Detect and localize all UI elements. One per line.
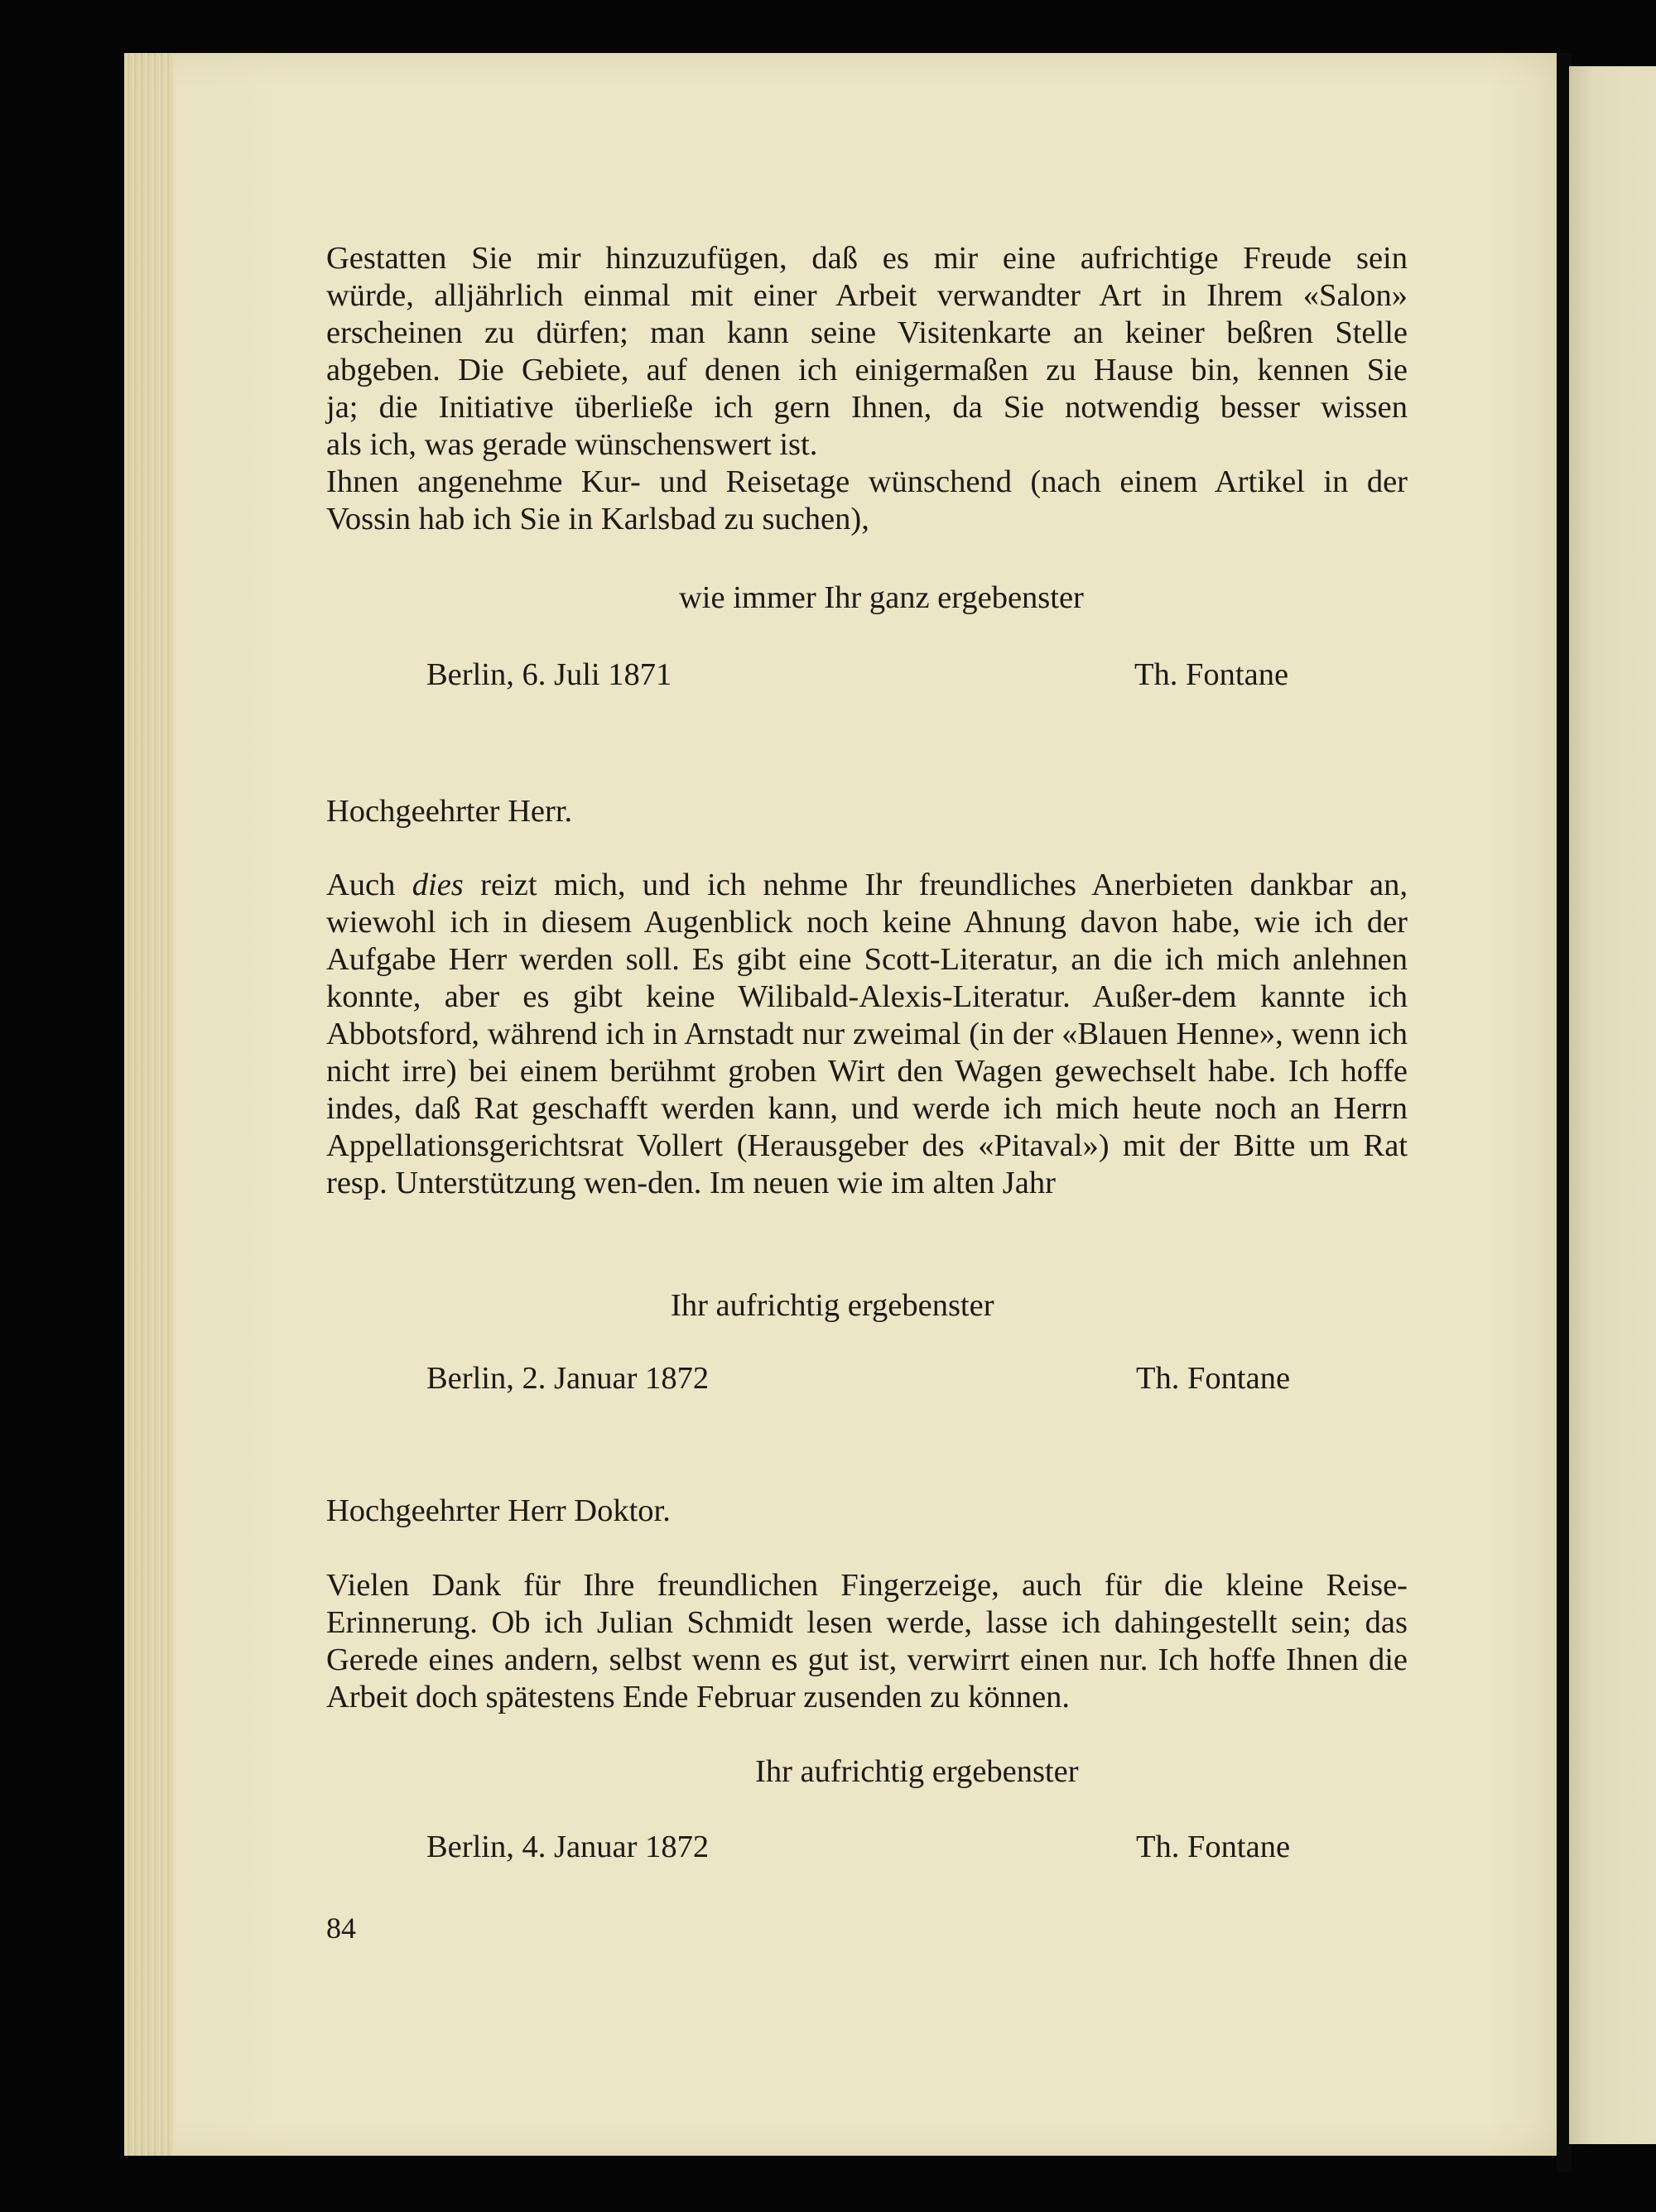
facing-page-edge: [1569, 66, 1656, 2144]
letter-2-text-start: Auch: [326, 868, 412, 902]
letter-2-body: [326, 867, 1408, 1202]
letter-1-line: erscheinen zu dürfen; man kann seine Visitenkarte an keiner beßren Stelle: [326, 315, 1408, 350]
letter-2-paragraph: [326, 867, 1408, 1202]
letter-3-paragraph: Vielen Dank für Ihre freundlichen Fingerzeige, auch für die kleine Reise-Erinnerung. Ob ich Julian Schmidt lesen werde, lasse ich dahingestellt sein; das Gerede eines andern, selbst wenn es gut ist, verwirrt einen nur. Ich hoffe Ihnen die Arbeit doch spätestens Ende Februar zusenden zu können.: [326, 1568, 1408, 1714]
letter-2-place-date: Berlin, 2. Januar 1872: [426, 1361, 710, 1396]
page-edge-stack: [124, 53, 174, 2156]
letter-1-line: würde, alljährlich einmal mit einer Arbeit verwandter Art in Ihrem «Salon»: [326, 278, 1408, 313]
letter-2-salutation: Hochgeehrter Herr.: [326, 794, 573, 829]
letter-1-body: [326, 240, 1408, 538]
letter-1-signature: Th. Fontane: [1134, 657, 1289, 692]
letter-2-emphasis: dies: [412, 868, 464, 902]
letter-1-line: als ich, was gerade wünschenswert ist.: [326, 427, 818, 462]
letter-1-closing: wie immer Ihr ganz ergebenster: [679, 580, 1084, 615]
letter-1-place-date: Berlin, 6. Juli 1871: [426, 657, 672, 692]
letter-1-line: Vossin hab ich Sie in Karlsbad zu suchen),: [326, 502, 869, 536]
letter-3-closing: Ihr aufrichtig ergebenster: [755, 1754, 1079, 1789]
letter-2-text-rest: reizt mich, und ich nehme Ihr freundliches Anerbieten dankbar an, wiewohl ich in diesem Augenblick noch keine Ahnung davon habe, wie ich der Aufgabe Herr werden soll. Es gibt eine Scott-Literatur, an die ich mich anlehnen konnte, aber es gibt keine Wilibald-Alexis-Literatur. Außer-dem kannte ich Abbotsford, während ich in Arnstadt nur zweimal (in der «Blauen Henne», wenn ich nicht irre) bei einem berühmt groben Wirt den Wagen gewechselt habe. Ich hoffe indes, daß Rat geschafft werden kann, und werde ich mich heute noch an Herrn Appellationsgerichtsrat Vollert (Herausgeber des «Pitaval») mit der Bitte um Rat resp. Unterstützung wen-den. Im neuen wie im alten Jahr: [326, 868, 1408, 1200]
letter-3-place-date: Berlin, 4. Januar 1872: [426, 1830, 710, 1864]
letter-3-signature: Th. Fontane: [1136, 1830, 1291, 1864]
letter-3-salutation: Hochgeehrter Herr Doktor.: [326, 1493, 671, 1528]
letter-1-line: Gestatten Sie mir hinzuzufügen, daß es mir eine aufrichtige Freude sein: [326, 241, 1408, 276]
letter-3-body: [326, 1567, 1408, 1716]
letter-1-line: ja; die Initiative überließe ich gern Ihnen, da Sie notwendig besser wissen: [326, 390, 1408, 425]
letter-1-line: abgeben. Die Gebiete, auf denen ich einigermaßen zu Hause bin, kennen Sie: [326, 353, 1408, 387]
letter-2-closing: Ihr aufrichtig ergebenster: [671, 1288, 994, 1323]
letter-1-line: Ihnen angenehme Kur- und Reisetage wünschend (nach einem Artikel in der: [326, 464, 1408, 499]
page-number: 84: [326, 1911, 356, 1945]
letter-2-signature: Th. Fontane: [1136, 1361, 1291, 1396]
